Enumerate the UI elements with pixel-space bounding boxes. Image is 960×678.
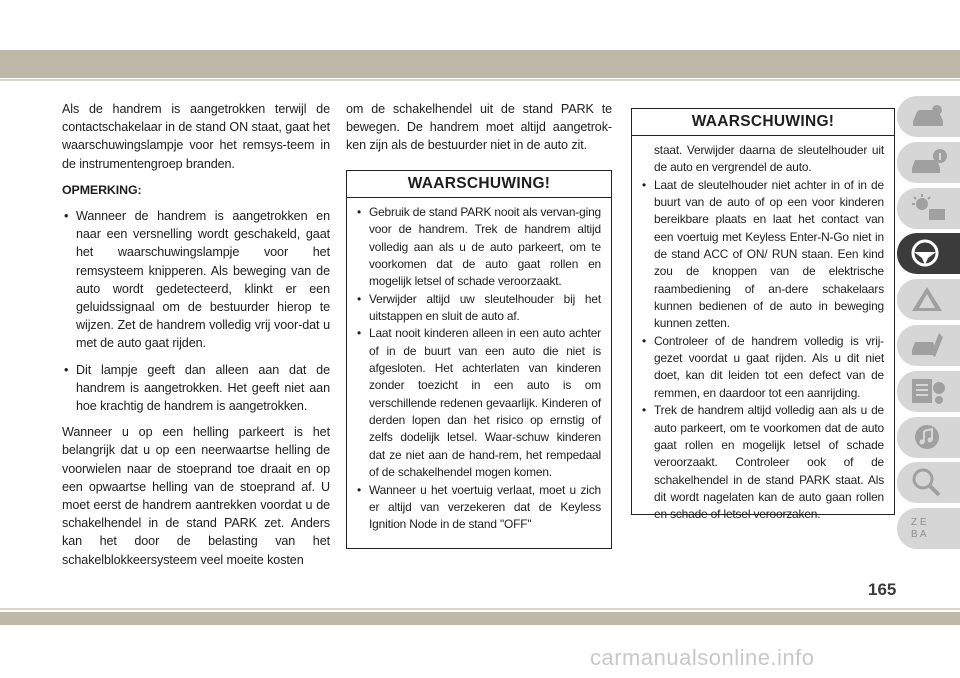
bottom-band — [0, 612, 960, 625]
warning-list — [642, 177, 884, 524]
column-1 — [62, 100, 330, 577]
tab-warning-lights[interactable] — [897, 188, 960, 229]
tab-starting-driving[interactable] — [897, 233, 960, 274]
steering-wheel-icon — [909, 238, 949, 268]
tab-index[interactable] — [897, 508, 960, 549]
warning-list — [357, 204, 601, 534]
warning-item: • Verwijder altijd uw sleutelhouder bij het uitstappen en sluit de auto af. — [357, 291, 601, 326]
chapter-sidebar — [897, 96, 960, 554]
svg-text:Z E: Z E — [911, 517, 927, 529]
tab-car-info[interactable] — [897, 142, 960, 183]
top-band — [0, 50, 960, 78]
tab-maintenance[interactable] — [897, 325, 960, 366]
column-2 — [346, 100, 612, 163]
svg-text:B A: B A — [911, 529, 927, 541]
wrench-car-icon — [909, 330, 949, 360]
note-heading: OPMERKING: — [62, 182, 142, 197]
warning-title: WAARSCHUWING! — [632, 109, 894, 136]
warning-lights-icon — [909, 193, 949, 223]
warning-item: • Trek de handrem altijd volledig aan als u de auto parkeert, om te voorkomen dat de auto gaat rollen en mogelijk letsel of schade veroorzaakt. Controleer ook of de schakelhendel in de stand PARK staat. Als dit wordt nagelaten kan de auto gaan rollen en schade of letsel veroorzaken. — [642, 402, 884, 523]
warning-item: • Laat nooit kinderen alleen in een auto achter of in de buurt van een auto die niet is afgesloten. Het achterlaten van kinderen zonder toezicht in een auto is om verschillende redenen gevaarlijk. Kinderen of derden lopen dan het risico op ernstig of zelfs dodelijk letsel. Waar-schuw kinderen dat ze niet aan de hand-rem, het rempedaal of de schakelhendel mogen komen. — [357, 325, 601, 481]
tab-multimedia[interactable] — [897, 417, 960, 458]
warning-box-2 — [631, 108, 895, 522]
warning-item: • Gebruik de stand PARK nooit als vervan-ging voor de handrem. Trek de handrem altijd volledig aan als u de auto parkeert, om te voorkomen dat de auto gaat rollen en mogelijk letsel of schade veroorzaakt. — [357, 204, 601, 291]
tab-car-front[interactable] — [897, 96, 960, 137]
tab-search[interactable] — [897, 462, 960, 503]
watermark-text: carmanualsonline.info — [590, 645, 815, 670]
warning-continued-text: staat. Verwijder daarna de sleutelhouder uit de auto en vergrendel de auto. — [654, 143, 884, 175]
index-letters-icon — [909, 513, 949, 543]
warning-item: • Laat de sleutelhouder niet achter in of in de buurt van de auto of op een voor kinderen bereikbare plaats en laat het contact van een voertuig met Keyless Enter-N-Go niet in de stand ACC of ON/ RUN staan. Een kind zou de knoppen van de elektrische raambediening of an-dere schakelaars kunnen bedienen of de auto in beweging kunnen zetten. — [642, 177, 884, 333]
multimedia-icon — [909, 422, 949, 452]
bottom-band-line — [0, 608, 960, 610]
car-info-icon — [909, 147, 949, 177]
car-front-icon — [909, 101, 949, 131]
hazard-triangle-icon — [909, 284, 949, 314]
warning-title: WAARSCHUWING! — [347, 171, 611, 198]
note-item: • Wanneer de handrem is aangetrokken en naar een versnelling wordt geschakeld, gaat het waarschuwingslampje voor het remsysteem knipperen. Als beweging van de auto wordt gedetecteerd, klinkt er een geluidssignaal om de bestuurder hierop te wijzen. Zet de handrem volledig vrij voor-dat u met de auto gaat rijden. — [62, 207, 330, 353]
continued-paragraph: om de schakelhendel uit de stand PARK te bewegen. De handrem moet altijd aangetrok-ken zijn als de bestuurder niet in de auto zit. — [346, 102, 612, 153]
intro-paragraph: Als de handrem is aangetrokken terwijl de contactschakelaar in de stand ON staat, gaat het waarschuwingslampje voor het remsys-teem in de instrumentengroep branden. — [62, 102, 330, 171]
note-item: • Dit lampje geeft dan alleen aan dat de handrem is aangetrokken. Het geeft niet aan hoe krachtig de handrem is aangetrokken. — [62, 361, 330, 416]
page-number: 165 — [868, 580, 897, 599]
warning-box-1 — [346, 170, 612, 549]
note-list — [62, 207, 330, 415]
search-icon — [909, 467, 949, 497]
specs-icon — [909, 376, 949, 406]
tab-emergency[interactable] — [897, 279, 960, 320]
warning-item: • Controleer of de handrem volledig is vrij-gezet voordat u gaat rijden. Als u dit niet doet, kan dit leiden tot een defect van de remmen, en daardoor tot een aanrijding. — [642, 333, 884, 402]
warning-item: • Wanneer u het voertuig verlaat, moet u zich er altijd van verzekeren dat de Keyless Ignition Node in de stand "OFF" — [357, 482, 601, 534]
top-band-line — [0, 79, 960, 81]
tab-specifications[interactable] — [897, 371, 960, 412]
slope-paragraph: Wanneer u op een helling parkeert is het belangrijk dat u op een neerwaartse helling de voorwielen naar de stoeprand toe draait en op een opwaartse helling van de stoeprand af. U moet eerst de handrem aantrekken voordat u de schakelhendel in de stand PARK zet. Anders kan het door de belasting van het schakelblokkeersysteem veel moeite kosten — [62, 425, 330, 567]
